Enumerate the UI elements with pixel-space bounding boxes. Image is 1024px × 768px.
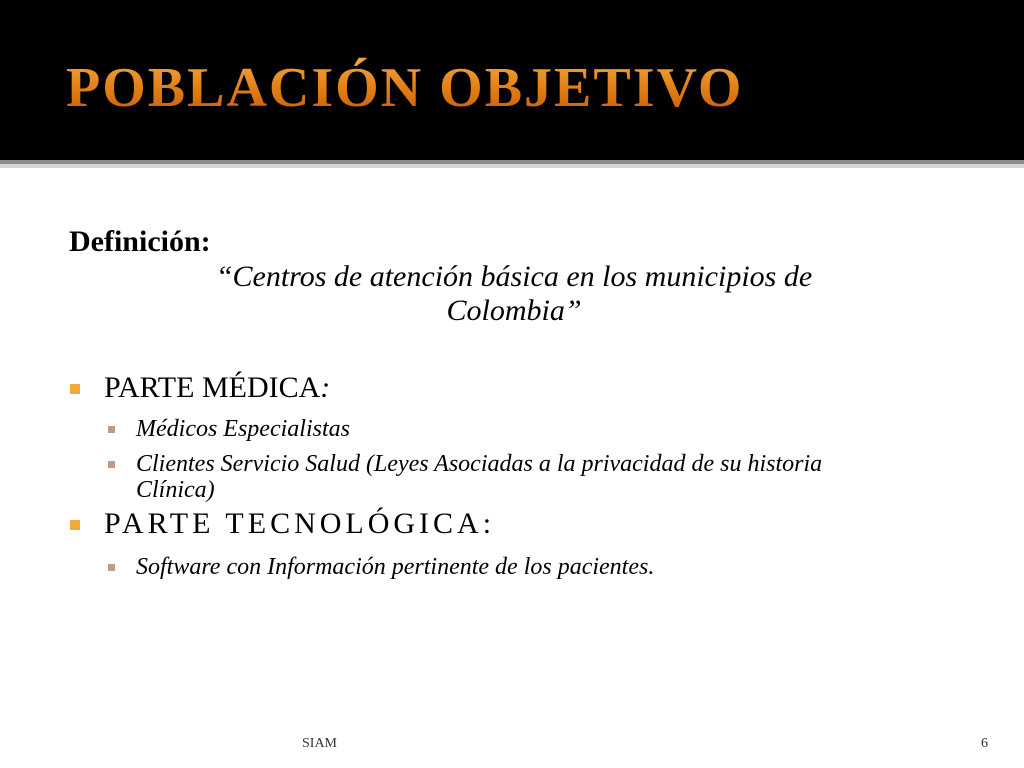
list-item-text: Médicos Especialistas [136,416,350,442]
square-bullet-icon [70,520,80,530]
list-item-text: Clientes Servicio Salud (Leyes Asociadas a la privacidad de su historia Clínica) [136,451,823,503]
footer-text: SIAM [302,736,338,751]
square-sub-bullet-icon [108,426,115,433]
page-number: 6 [981,736,988,751]
section-technology-heading: PARTE TECNOLÓGICA: [104,507,496,540]
definition-quote-line-1: “Centros de atención básica en los municipios de [215,260,813,293]
section-medical [70,370,330,406]
header-divider-light [0,164,1024,168]
section-medical-heading: PARTE MÉDICA: [104,371,331,404]
list-item [108,416,350,442]
section-technology [70,506,495,542]
definition-quote [104,260,924,328]
list-item [108,451,888,503]
definition-label: Definición: [69,225,211,258]
list-item-text: Software con Información pertinente de los pacientes. [136,554,655,580]
square-sub-bullet-icon [108,564,115,571]
square-sub-bullet-icon [108,461,115,468]
list-item [108,554,654,580]
slide-title: POBLACIÓN OBJETIVO [66,48,743,128]
square-bullet-icon [70,384,80,394]
section-medical-colon: : [320,371,331,404]
definition-quote-line-2: Colombia” [446,294,582,327]
